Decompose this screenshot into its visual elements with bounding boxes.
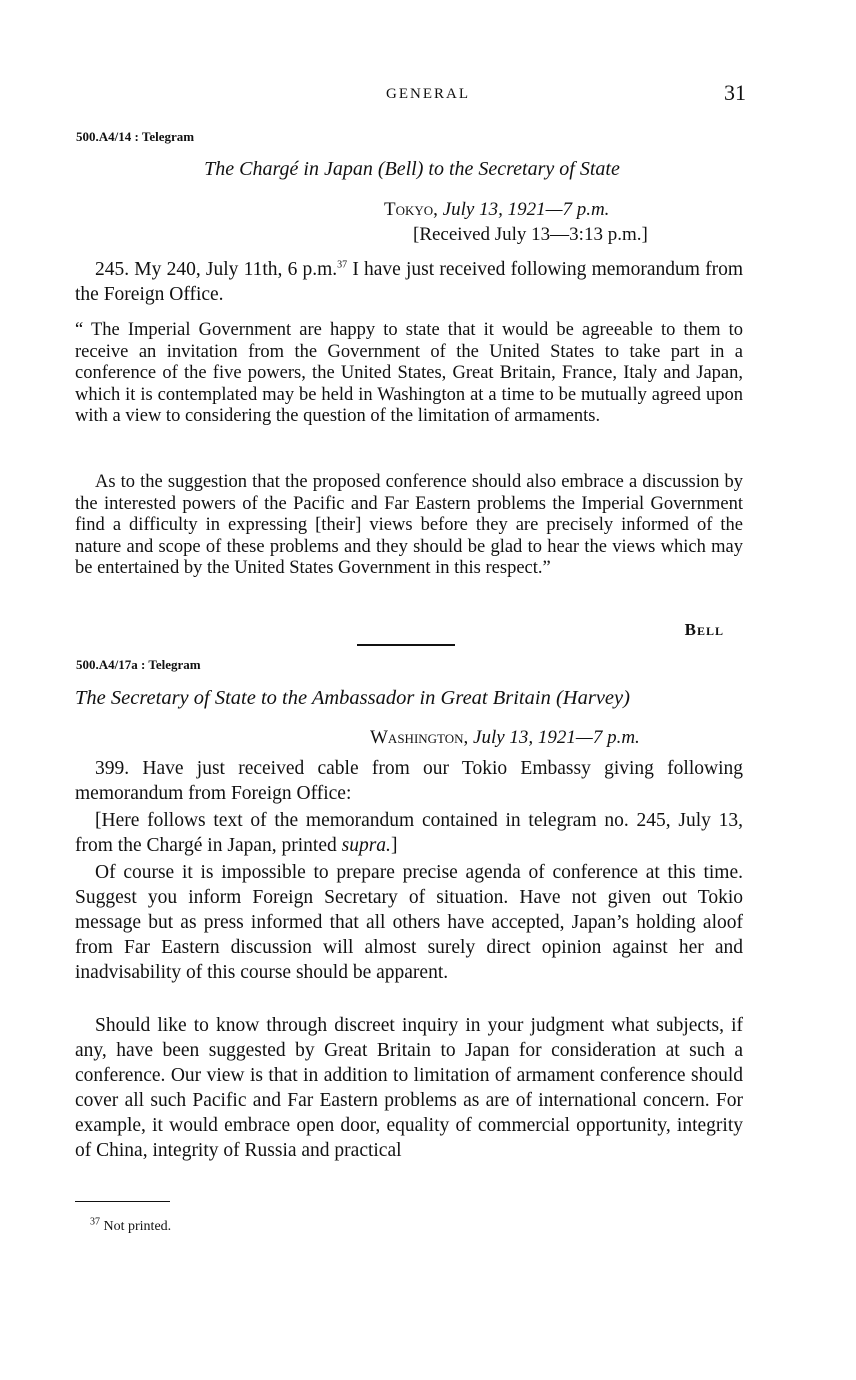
- footnote-text: Not printed.: [103, 1219, 172, 1234]
- quoted-paragraph: As to the suggestion that the proposed conference should also embrace a discussion by the interested powers of the Pacific and Far Eastern problems the Imperial Government find a difficulty in expressing [their] views before they are precisely informed of the nature and scope of these problems and they should be glad to hear the views which may be entertained by the United States Government in this respect.”: [75, 472, 743, 578]
- date: July 13, 1921—7 p.m.: [473, 727, 640, 748]
- file-reference: 500.A4/17a : Telegram: [76, 657, 201, 672]
- document-title: [75, 687, 630, 710]
- footnote-reference: 37: [337, 259, 348, 271]
- date: July 13, 1921—7 p.m.: [442, 199, 610, 220]
- title-part: ) to the Secretary of State: [416, 158, 620, 180]
- paragraph-text: 245. My 240, July 11th, 6 p.m.: [95, 259, 338, 280]
- file-reference: 500.A4/14 : Telegram: [76, 129, 195, 144]
- message-paragraph: Should like to know through discreet inquiry in your judgment what subjects, if any, have been suggested by Great Britain to Japan for consideration at such a conference. Our view is that in addition to limitation of armament conference should cover all such Pacific and Far Eastern problems as are of international concern. For example, it would embrace open door, equality of commercial opportunity, integrity of China, integrity of Russia and practical: [75, 1015, 743, 1161]
- paragraph-italic: supra.: [341, 835, 391, 856]
- footnote-mark: 37: [90, 1216, 100, 1228]
- title-name: Bell: [384, 158, 417, 180]
- paragraph-text: I have just received following memorandum from the Foreign Office.: [75, 259, 743, 305]
- dateline: [370, 727, 640, 749]
- section-divider: [357, 644, 455, 646]
- document-title: [0, 158, 824, 181]
- title-part: The Chargé in Japan (: [204, 158, 385, 180]
- footnote-rule: [75, 1201, 170, 1202]
- paragraph-text: [Here follows text of the memorandum contained in telegram no. 245, July 13, from the Chargé in Japan, printed: [75, 810, 743, 856]
- page-number: 31: [724, 80, 746, 105]
- running-head: GENERAL: [386, 86, 470, 102]
- message-paragraph: 399. Have just received cable from our Tokio Embassy giving following memorandum from Foreign Office:: [75, 758, 743, 804]
- message-paragraph: [75, 808, 743, 858]
- dateline: [384, 199, 609, 221]
- footnote: [90, 1216, 172, 1235]
- quoted-paragraph: “ The Imperial Government are happy to state that it would be agreeable to them to receive an invitation from the Government of the United States to take part in a conference of the five powers, the United States, Great Britain, France, Italy and Japan, which it is contemplated may be held in Washington at a time to be mutually agreed upon with a view to considering the question of the limitation of armaments.: [75, 320, 743, 426]
- received-line: [Received July 13—3:13 p.m.]: [413, 224, 648, 245]
- message-paragraph: [75, 257, 743, 307]
- place: Washington,: [370, 727, 469, 748]
- message-paragraph: Of course it is impossible to prepare precise agenda of conference at this time. Suggest you inform Foreign Secretary of situation. Have not given out Tokio message but as press informed that all others have accepted, Japan’s holding aloof from Far Eastern discussion will almost surely direct opinion against her and inadvisability of this course should be apparent.: [75, 862, 743, 983]
- signature: Bell: [684, 620, 724, 639]
- title-part: ): [623, 687, 630, 709]
- title-part: The Secretary of State to the Ambassador in Great Britain (: [75, 687, 563, 709]
- place: Tokyo,: [384, 199, 438, 220]
- paragraph-text: ]: [390, 835, 398, 856]
- title-name: Harvey: [562, 687, 624, 709]
